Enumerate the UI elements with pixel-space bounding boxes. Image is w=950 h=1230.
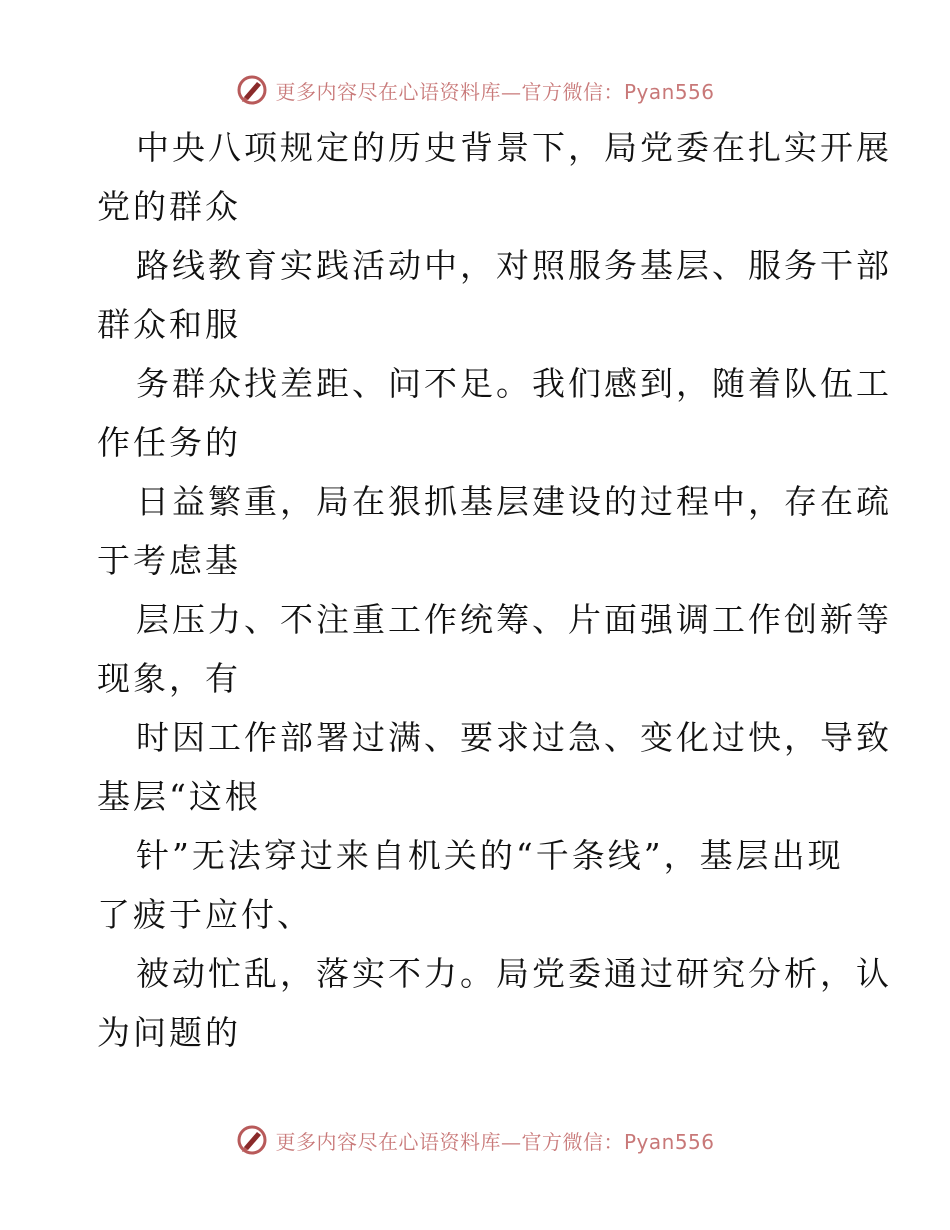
body-line: 时因工作部署过满、要求过急、变化过快，导致 xyxy=(136,718,892,757)
body-line: 为问题的 xyxy=(97,1013,241,1052)
body-line: 于考虑基 xyxy=(97,541,241,580)
document-body xyxy=(97,118,892,1062)
watermark-text: 更多内容尽在心语资料库—官方微信：Pyan556 xyxy=(275,1129,715,1154)
pen-circle-logo-icon xyxy=(235,73,269,107)
body-line: 党的群众 xyxy=(97,187,241,226)
body-line: 群众和服 xyxy=(97,305,241,344)
footer-watermark xyxy=(0,1120,950,1160)
body-line: 日益繁重，局在狠抓基层建设的过程中，存在疏 xyxy=(136,482,892,521)
pen-circle-logo-icon xyxy=(235,1123,269,1157)
body-line: 务群众找差距、问不足。我们感到，随着队伍工 xyxy=(136,364,892,403)
body-line: 中央八项规定的历史背景下，局党委在扎实开展 xyxy=(136,128,892,167)
body-line: 被动忙乱，落实不力。局党委通过研究分析，认 xyxy=(136,954,892,993)
body-line: 现象，有 xyxy=(97,659,241,698)
body-line: 基层“这根 xyxy=(97,777,261,816)
body-line: 针”无法穿过来自机关的“千条线”，基层出现 xyxy=(136,836,844,875)
header-watermark xyxy=(0,70,950,110)
watermark-text: 更多内容尽在心语资料库—官方微信：Pyan556 xyxy=(275,79,715,104)
body-line: 路线教育实践活动中，对照服务基层、服务干部 xyxy=(136,246,892,285)
body-line: 作任务的 xyxy=(97,423,241,462)
body-line: 层压力、不注重工作统筹、片面强调工作创新等 xyxy=(136,600,892,639)
body-line: 了疲于应付、 xyxy=(97,895,313,934)
